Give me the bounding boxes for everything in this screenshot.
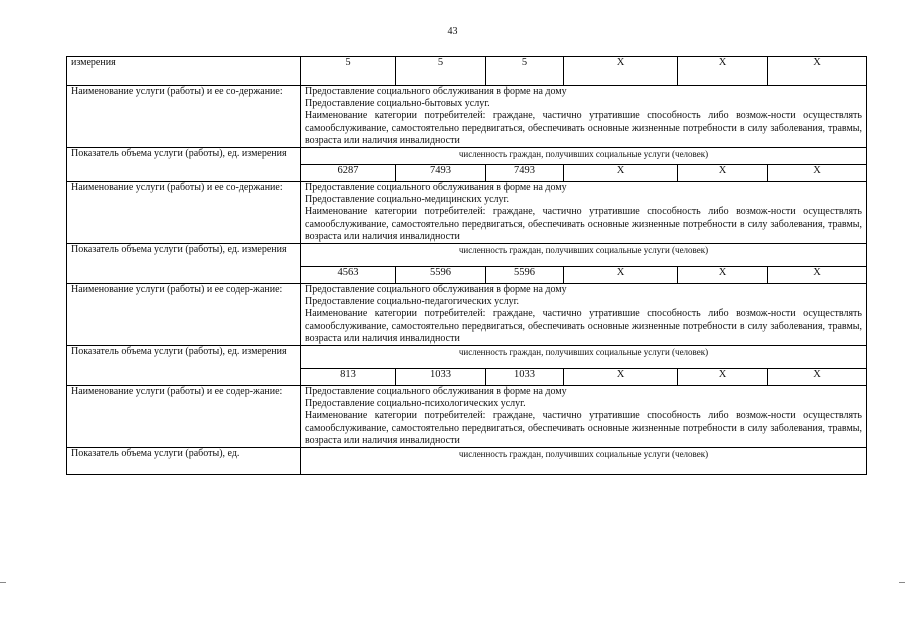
value-cell: Х xyxy=(564,267,678,284)
service-name-label: Наименование услуги (работы) и ее содер-жание: xyxy=(67,386,301,448)
indicator-row xyxy=(67,244,867,267)
value-cell: Х xyxy=(768,57,867,86)
value-cell: 6287 xyxy=(301,165,396,182)
table-row xyxy=(67,57,867,86)
unit-of-measure: численность граждан, получивших социальные услуги (человек) xyxy=(301,346,867,369)
value-cell: 5596 xyxy=(396,267,486,284)
service-type: Предоставление социально-психологических услуг. xyxy=(305,398,526,410)
unit-of-measure: численность граждан, получивших социальные услуги (человек) xyxy=(301,244,867,267)
consumer-category: Наименование категории потребителей: граждане, частично утратившие способность либо возмож-ности осуществлять самообслуживание, самостоятельно передвигаться, обеспечивать основные жизненные потребности в силу заболевания, травмы, возраста или наличия инвалидности xyxy=(305,410,862,446)
service-row xyxy=(67,386,867,448)
service-row xyxy=(67,86,867,148)
indicator-label: Показатель объема услуги (работы), ед. xyxy=(67,448,301,475)
service-type: Предоставление социально-медицинских услуг. xyxy=(305,194,509,206)
page-number: 43 xyxy=(447,26,458,37)
value-cell: Х xyxy=(678,57,768,86)
service-name-label: Наименование услуги (работы) и ее со-держание: xyxy=(67,182,301,244)
indicator-label: Показатель объема услуги (работы), ед. измерения xyxy=(67,346,301,386)
unit-of-measure: численность граждан, получивших социальные услуги (человек) xyxy=(301,448,867,475)
value-cell: 1033 xyxy=(486,369,564,386)
value-cell: 813 xyxy=(301,369,396,386)
service-type: Предоставление социально-бытовых услуг. xyxy=(305,98,490,110)
service-form: Предоставление социального обслуживания в форме на дому xyxy=(305,86,567,97)
indicator-row xyxy=(67,148,867,165)
service-row xyxy=(67,284,867,346)
service-description xyxy=(301,86,867,148)
indicator-row xyxy=(67,346,867,369)
value-cell: Х xyxy=(768,165,867,182)
row-label: измерения xyxy=(67,57,301,86)
value-cell: 7493 xyxy=(486,165,564,182)
service-form: Предоставление социального обслуживания в форме на дому xyxy=(305,182,567,194)
consumer-category: Наименование категории потребителей: граждане, частично утратившие способность либо возмож-ности осуществлять самообслуживание, самостоятельно передвигаться, обеспечивать основные жизненные потребности в силу заболевания, травмы, возраста или наличия инвалидности xyxy=(305,110,862,146)
indicator-row xyxy=(67,448,867,475)
service-form: Предоставление социального обслуживания в форме на дому xyxy=(305,386,567,398)
value-cell: Х xyxy=(678,267,768,284)
service-type: Предоставление социально-педагогических услуг. xyxy=(305,296,520,308)
consumer-category: Наименование категории потребителей: граждане, частично утратившие способность либо возмож-ности осуществлять самообслуживание, самостоятельно передвигаться, обеспечивать основные жизненные потребности в силу заболевания, травмы, возраста или наличия инвалидности xyxy=(305,308,862,344)
value-cell: Х xyxy=(564,165,678,182)
value-cell: 1033 xyxy=(396,369,486,386)
services-table xyxy=(66,56,867,475)
service-description xyxy=(301,284,867,346)
service-row xyxy=(67,182,867,244)
indicator-label: Показатель объема услуги (работы), ед. измерения xyxy=(67,244,301,284)
service-description xyxy=(301,386,867,448)
consumer-category: Наименование категории потребителей: граждане, частично утратившие способность либо возмож-ности осуществлять самообслуживание, самостоятельно передвигаться, обеспечивать основные жизненные потребности в силу заболевания, травмы, возраста или наличия инвалидности xyxy=(305,206,862,242)
unit-of-measure: численность граждан, получивших социальные услуги (человек) xyxy=(301,148,867,165)
value-cell: Х xyxy=(768,267,867,284)
value-cell: Х xyxy=(564,369,678,386)
value-cell: 5 xyxy=(396,57,486,86)
value-cell: Х xyxy=(768,369,867,386)
value-cell: Х xyxy=(678,165,768,182)
service-form: Предоставление социального обслуживания в форме на дому xyxy=(305,284,567,296)
scan-edge-mark xyxy=(0,582,6,583)
service-name-label: Наименование услуги (работы) и ее со-держание: xyxy=(67,86,301,148)
value-cell: 7493 xyxy=(396,165,486,182)
value-cell: 5 xyxy=(301,57,396,86)
indicator-label: Показатель объема услуги (работы), ед. измерения xyxy=(67,148,301,182)
value-cell: Х xyxy=(678,369,768,386)
value-cell: 5596 xyxy=(486,267,564,284)
value-cell: Х xyxy=(564,57,678,86)
scan-edge-mark xyxy=(899,582,905,583)
value-cell: 4563 xyxy=(301,267,396,284)
service-description xyxy=(301,182,867,244)
service-name-label: Наименование услуги (работы) и ее содер-жание: xyxy=(67,284,301,346)
value-cell: 5 xyxy=(486,57,564,86)
